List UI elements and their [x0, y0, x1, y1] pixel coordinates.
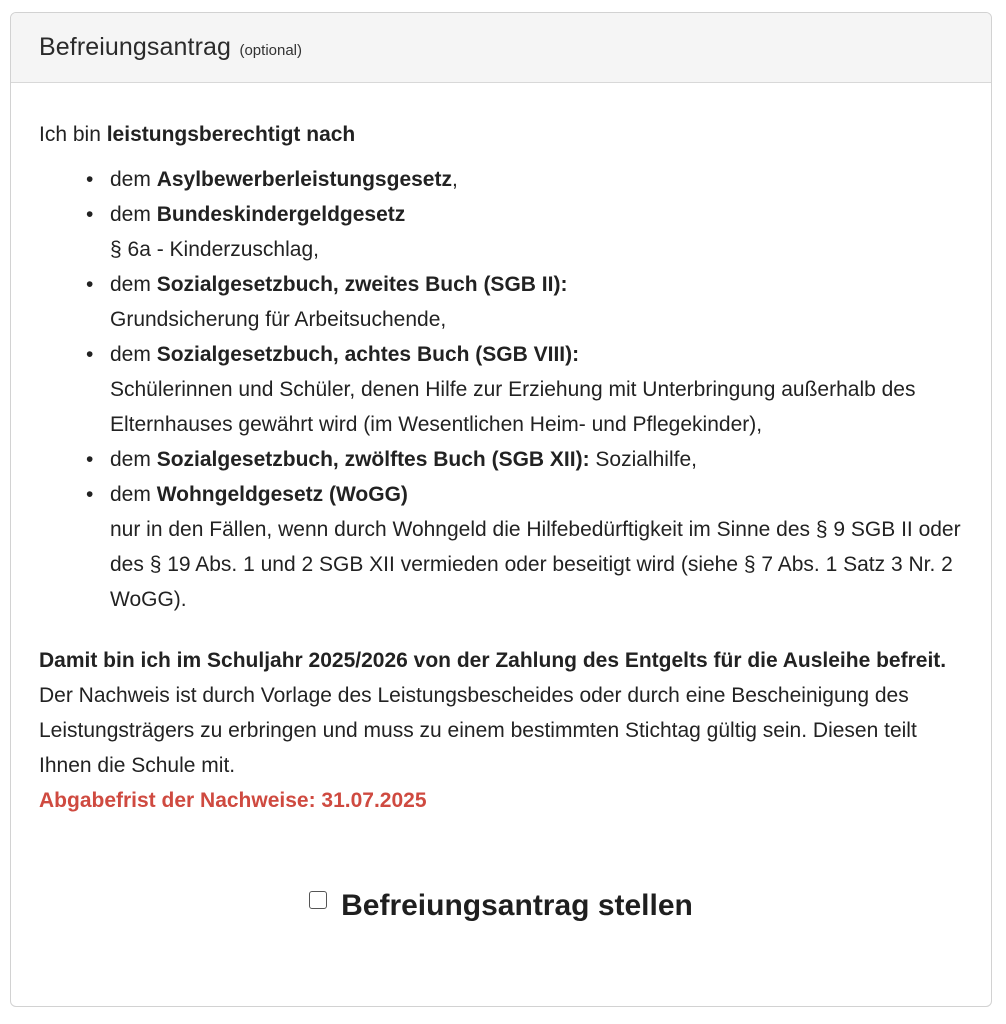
law-after: ,	[451, 168, 458, 191]
intro-text	[39, 117, 963, 152]
law-item-sgb-viii	[86, 337, 963, 442]
intro-bold: leistungsberechtigt nach	[106, 123, 356, 146]
exemption-panel	[10, 12, 992, 1007]
law-detail: § 6a - Kinderzuschlag,	[110, 238, 319, 261]
law-detail: Grundsicherung für Arbeitsuchende,	[110, 308, 447, 331]
law-prefix: dem	[110, 203, 151, 226]
law-item-sgb-xii	[86, 442, 963, 477]
bullet-icon: •	[86, 203, 94, 226]
law-name: Bundeskindergeldgesetz	[156, 203, 406, 226]
exemption-checkbox[interactable]	[309, 891, 327, 909]
law-item-asylblg	[86, 162, 963, 197]
bullet-icon: •	[86, 168, 94, 191]
law-detail: nur in den Fällen, wenn durch Wohngeld die Hilfebedürftigkeit im Sinne des § 9 SGB II oder des § 19 Abs. 1 und 2 SGB XII vermieden oder beseitigt wird (siehe § 7 Abs. 1 Satz 3 Nr. 2 WoGG).	[110, 518, 961, 611]
law-name: Asylbewerberleistungsgesetz	[156, 168, 452, 191]
bullet-icon: •	[86, 273, 94, 296]
bullet-icon: •	[86, 448, 94, 471]
closing-paragraph	[39, 643, 963, 818]
law-name: Sozialgesetzbuch, zweites Buch (SGB II):	[156, 273, 568, 296]
panel-title: Befreiungsantrag	[39, 33, 232, 61]
law-prefix: dem	[110, 168, 151, 191]
closing-bold: Damit bin ich im Schuljahr 2025/2026 von der Zahlung des Entgelts für die Ausleihe befreit.	[39, 649, 947, 672]
bullet-icon: •	[86, 483, 94, 506]
law-name: Sozialgesetzbuch, zwölftes Buch (SGB XII):	[156, 448, 590, 471]
bullet-icon: •	[86, 343, 94, 366]
panel-body	[11, 83, 991, 818]
law-prefix: dem	[110, 448, 151, 471]
exemption-checkbox-row[interactable]	[11, 889, 991, 923]
law-detail: Schülerinnen und Schüler, denen Hilfe zur Erziehung mit Unterbringung außerhalb des Elternhauses gewährt wird (im Wesentlichen Heim- und Pflegekinder),	[110, 378, 916, 436]
panel-title-optional-note: (optional)	[239, 42, 303, 59]
exemption-checkbox-label[interactable]: Befreiungsantrag stellen	[341, 889, 693, 922]
law-after: Sozialhilfe,	[589, 448, 697, 471]
panel-heading	[11, 13, 991, 83]
law-item-wogg	[86, 477, 963, 617]
law-prefix: dem	[110, 343, 151, 366]
law-item-bkgg	[86, 197, 963, 267]
law-list	[39, 162, 963, 617]
law-name: Wohngeldgesetz (WoGG)	[156, 483, 408, 506]
intro-prefix: Ich bin	[39, 123, 101, 146]
deadline-notice: Abgabefrist der Nachweise: 31.07.2025	[39, 789, 427, 812]
law-name: Sozialgesetzbuch, achtes Buch (SGB VIII):	[156, 343, 580, 366]
law-prefix: dem	[110, 483, 151, 506]
law-item-sgb-ii	[86, 267, 963, 337]
closing-text: Der Nachweis ist durch Vorlage des Leistungsbescheides oder durch eine Bescheinigung des Leistungsträgers zu erbringen und muss zu einem bestimmten Stichtag gültig sein. Diesen teilt Ihnen die Schule mit.	[39, 684, 917, 777]
law-prefix: dem	[110, 273, 151, 296]
